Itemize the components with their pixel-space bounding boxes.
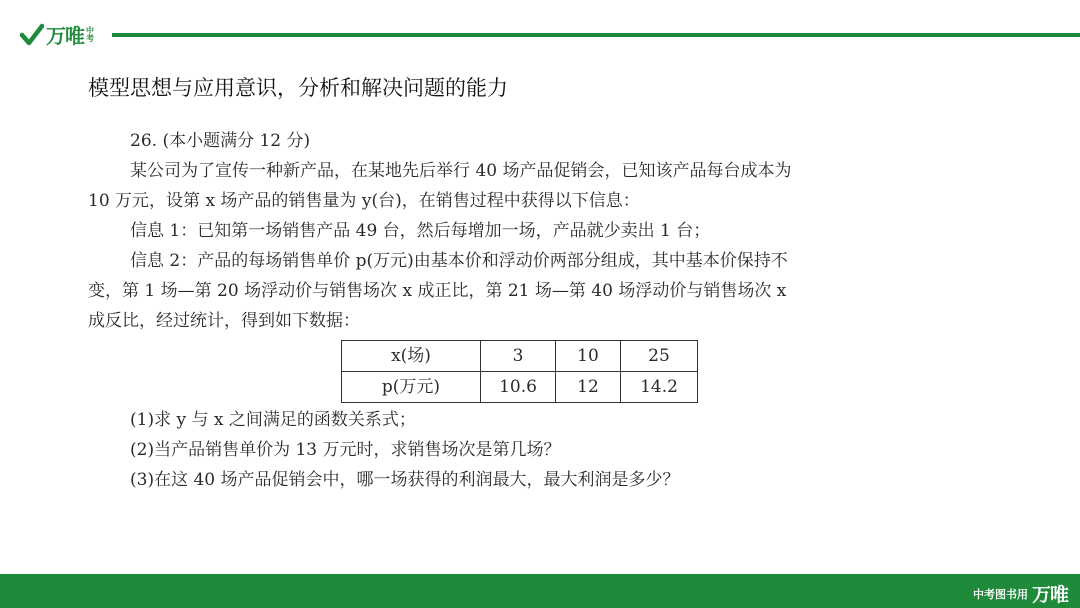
problem-line: 成反比，经过统计，得到如下数据： — [88, 311, 360, 331]
problem-line: 某公司为了宣传一种新产品，在某地先后举行 40 场产品促销会，已知该产品每台成本为 — [130, 161, 792, 181]
problem-line: 变，第 1 场—第 20 场浮动价与销售场次 x 成正比，第 21 场—第 40 场浮动价与销售场次 x — [88, 281, 787, 301]
problem-line: 10 万元，设第 x 场产品的销售量为 y(台)，在销售过程中获得以下信息： — [88, 191, 640, 211]
table-cell: 10.6 — [481, 372, 556, 403]
footer-bar — [0, 574, 1080, 608]
footer-brand-logo: 万唯 — [1031, 584, 1068, 606]
problem-heading: 26. (本小题满分 12 分) — [130, 131, 311, 151]
data-table — [341, 340, 698, 403]
checkmark-icon — [20, 23, 44, 47]
question-3: (3)在这 40 场产品促销会中，哪一场获得的利润最大，最大利润是多少？ — [130, 470, 680, 490]
logo-subtext: 中考 — [86, 25, 94, 43]
brand-logo — [20, 20, 96, 49]
info-2-line: 信息 2：产品的每场销售单价 p(万元)由基本价和浮动价两部分组成，其中基本价保持不 — [130, 251, 788, 271]
header-bar — [0, 0, 1080, 60]
table-cell: p(万元) — [342, 372, 481, 403]
question-2: (2)当产品销售单价为 13 万元时，求销售场次是第几场？ — [130, 440, 561, 460]
footer-brand — [973, 580, 1068, 607]
table-cell: x(场) — [342, 341, 481, 372]
table-cell: 25 — [621, 341, 698, 372]
table-row — [342, 341, 698, 372]
question-1: (1)求 y 与 x 之间满足的函数关系式； — [130, 410, 416, 430]
table-cell: 12 — [556, 372, 621, 403]
info-1-line: 信息 1：已知第一场销售产品 49 台，然后每增加一场，产品就少卖出 1 台； — [130, 221, 711, 241]
header-divider — [112, 33, 1080, 37]
table-row — [342, 372, 698, 403]
slide-title: 模型思想与应用意识，分析和解决问题的能力 — [88, 76, 508, 100]
table-cell: 3 — [481, 341, 556, 372]
logo-text: 万唯 — [46, 24, 84, 48]
table-cell: 14.2 — [621, 372, 698, 403]
problem-body — [88, 126, 968, 495]
table-cell: 10 — [556, 341, 621, 372]
footer-brand-small: 中考图书用 — [972, 587, 1028, 601]
